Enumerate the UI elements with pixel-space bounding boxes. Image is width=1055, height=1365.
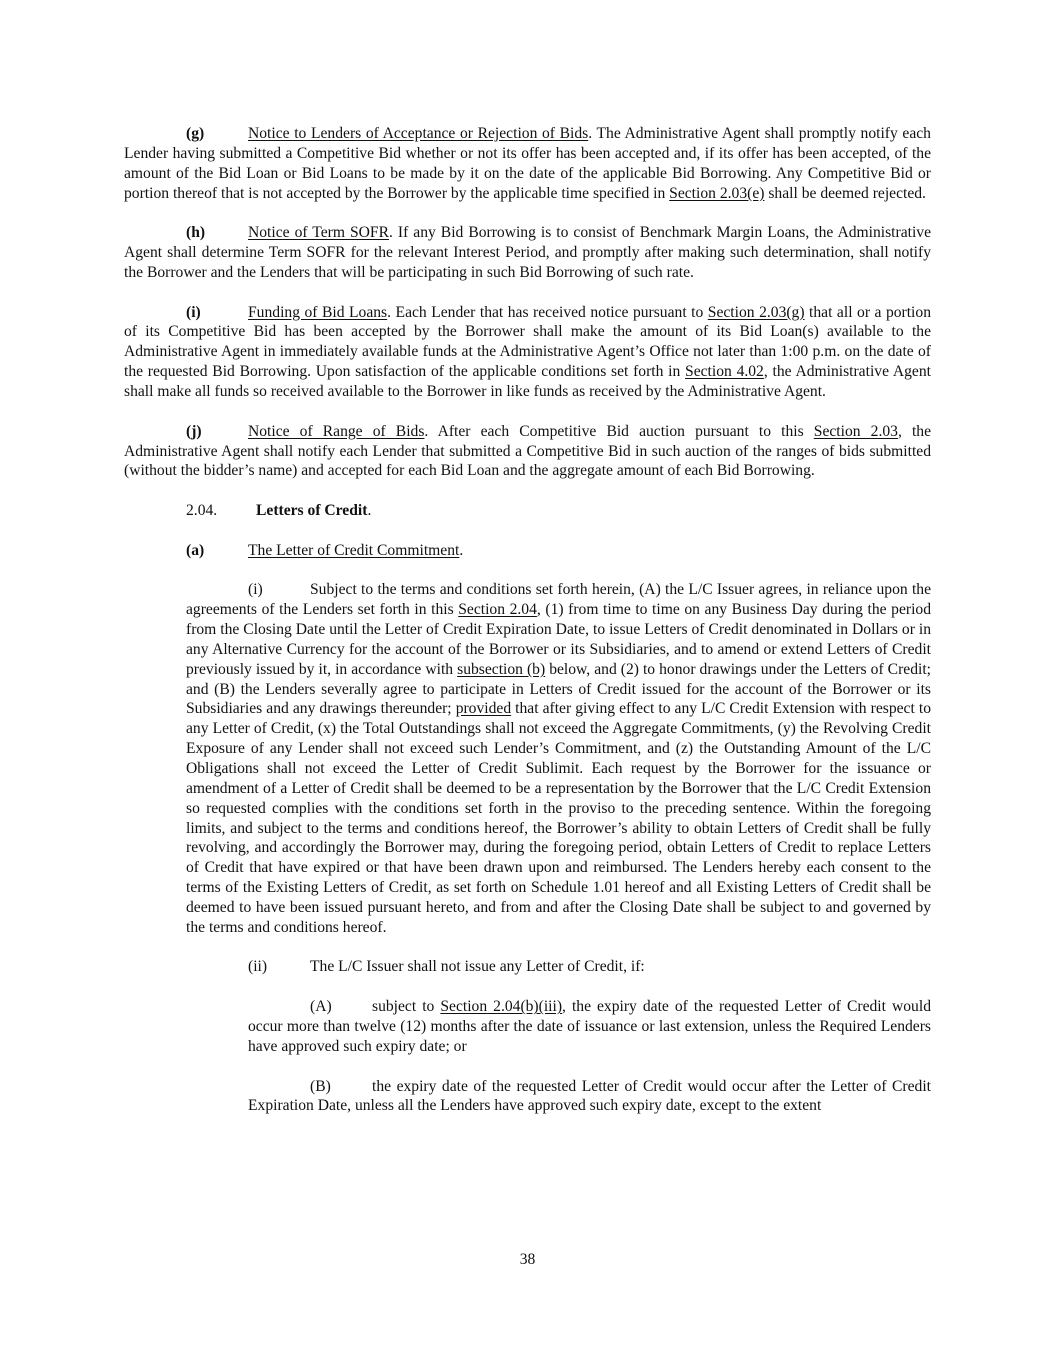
paragraph-marker: (i): [186, 303, 201, 321]
paragraph-marker: (j): [186, 422, 202, 440]
paragraph-marker: (h): [186, 224, 206, 242]
section-reference: Section 2.03(g): [707, 303, 805, 321]
paragraph-j: (j) Notice of Range of Bids. After each Competitive Bid auction pursuant to this Section 2.03, the Administrative Agent shall notify each Lender that submitted a Competitive Bid in such auction of the ranges of bids submitted (without the bidder’s name) and accepted for each Bid Loan and the aggregate amount of each Bid Borrowing.: [124, 422, 931, 480]
paragraph-marker: (a): [186, 541, 205, 559]
section-reference: Section 2.04(b)(iii): [440, 998, 563, 1016]
section-reference: Section 4.02: [685, 363, 764, 381]
paragraph-h: (h) Notice of Term SOFR. If any Bid Borrowing is to consist of Benchmark Margin Loans, the Administrative Agent shall determine Term SOFR for the relevant Interest Period, and promptly after making such determination, shall notify the Borrower and the Lenders that will be participating in such Bid Borrowing of such rate.: [124, 224, 932, 281]
paragraph-marker: (B): [310, 1077, 331, 1095]
paragraph-title: Notice of Term SOFR: [248, 224, 389, 242]
paragraph-marker: (A): [310, 998, 332, 1016]
paragraph-marker: (g): [186, 125, 205, 142]
paragraph-title: Funding of Bid Loans: [248, 303, 388, 321]
paragraph-title: The Letter of Credit Commitment: [248, 541, 460, 559]
section-number: 2.04.: [186, 502, 218, 520]
paragraph-g: (g) Notice to Lenders of Acceptance or Rejection of Bids. The Administrative Agent shall promptly notify each Lender having submitted a Competitive Bid whether or not its offer has been accepted and, if its offer has been accepted, of the amount of the Bid Loan or Bid Loans to be made by it on the date of the applicable Bid Borrowing. Any Competitive Bid or portion thereof that is not accepted by the Borrower by the applicable time specified in Section 2.03(e) shall be deemed rejected.: [124, 125, 931, 202]
paragraph-i: (i) Funding of Bid Loans. Each Lender that has received notice pursuant to Section 2.03(g) that all or a portion of its Competitive Bid has been accepted by the Borrower shall make the amount of its Bid Loan(s) available to the Administrative Agent in immediately available funds at the Administrative Agent’s Office not later than 1:00 p.m. on the date of the requested Bid Borrowing. Upon satisfaction of the applicable conditions set forth in Section 4.02, the Administrative Agent shall make all funds so received available to the Borrower in like funds as received by the Administrative Agent.: [124, 303, 931, 400]
section-title: Letters of Credit: [256, 502, 368, 520]
section-heading: 2.04. Letters of Credit.: [186, 502, 372, 520]
paragraph-a-ii: (ii) The L/C Issuer shall not issue any Letter of Credit, if:: [248, 958, 645, 976]
paragraph-a: (a) The Letter of Credit Commitment.: [186, 541, 464, 559]
paragraph-title: Notice of Range of Bids: [248, 422, 425, 440]
section-reference: Section 2.03(e): [669, 184, 765, 202]
section-reference: subsection (b): [457, 660, 546, 678]
paragraph-B: (B) the expiry date of the requested Letter of Credit would occur after the Letter of Credit Expiration Date, unless all the Lenders have approved such expiry date, except to the extent: [248, 1077, 931, 1115]
page-number: 38: [519, 1251, 536, 1268]
paragraph-A: (A) subject to Section 2.04(b)(iii), the expiry date of the requested Letter of Credit would occur more than twelve (12) months after the date of issuance or last extension, unless the Required Lenders have approved such expiry date; or: [248, 998, 931, 1055]
paragraph-marker: (ii): [248, 958, 268, 976]
paragraph-title: Notice to Lenders of Acceptance or Rejection of Bids: [248, 125, 589, 142]
proviso-term: provided: [455, 700, 512, 718]
document-page: [124, 124, 931, 1136]
section-reference: Section 2.03: [813, 422, 898, 440]
section-reference: Section 2.04: [458, 601, 537, 619]
paragraph-marker: (i): [248, 581, 263, 599]
paragraph-a-i: (i) Subject to the terms and conditions set forth herein, (A) the L/C Issuer agrees, in reliance upon the agreements of the Lenders set forth in this Section 2.04, (1) from time to time on any Business Day during the period from the Closing Date until the Letter of Credit Expiration Date, to issue Letters of Credit denominated in Dollars or in any Alternative Currency for the account of the Borrower or its Subsidiaries, and to amend or extend Letters of Credit previously issued by it, in accordance with subsection (b) below, and (2) to honor drawings under the Letters of Credit; and (B) the Lenders severally agree to participate in Letters of Credit issued for the account of the Borrower or its Subsidiaries and any drawings thereunder; provided that after giving effect to any L/C Credit Extension with respect to any Letter of Credit, (x) the Total Outstandings shall not exceed the Aggregate Commitments, (y) the Revolving Credit Exposure of any Lender shall not exceed such Lender’s Commitment, and (z) the Outstanding Amount of the L/C Obligations shall not exceed the Letter of Credit Sublimit. Each request by the Borrower for the issuance or amendment of a Letter of Credit shall be deemed to be a representation by the Borrower that the L/C Credit Extension so requested complies with the conditions set forth in the proviso to the preceding sentence. Within the foregoing limits, and subject to the terms and conditions hereof, the Borrower’s ability to obtain Letters of Credit shall be fully revolving, and accordingly the Borrower may, during the foregoing period, obtain Letters of Credit to replace Letters of Credit that have expired or that have been drawn upon and reimbursed. The Lenders hereby each consent to the terms of the Existing Letters of Credit, as set forth on Schedule 1.01 hereof and all Existing Letters of Credit shall be deemed to have been issued pursuant hereto, and from and after the Closing Date shall be subject to and governed by the terms and conditions hereof.: [186, 581, 931, 936]
